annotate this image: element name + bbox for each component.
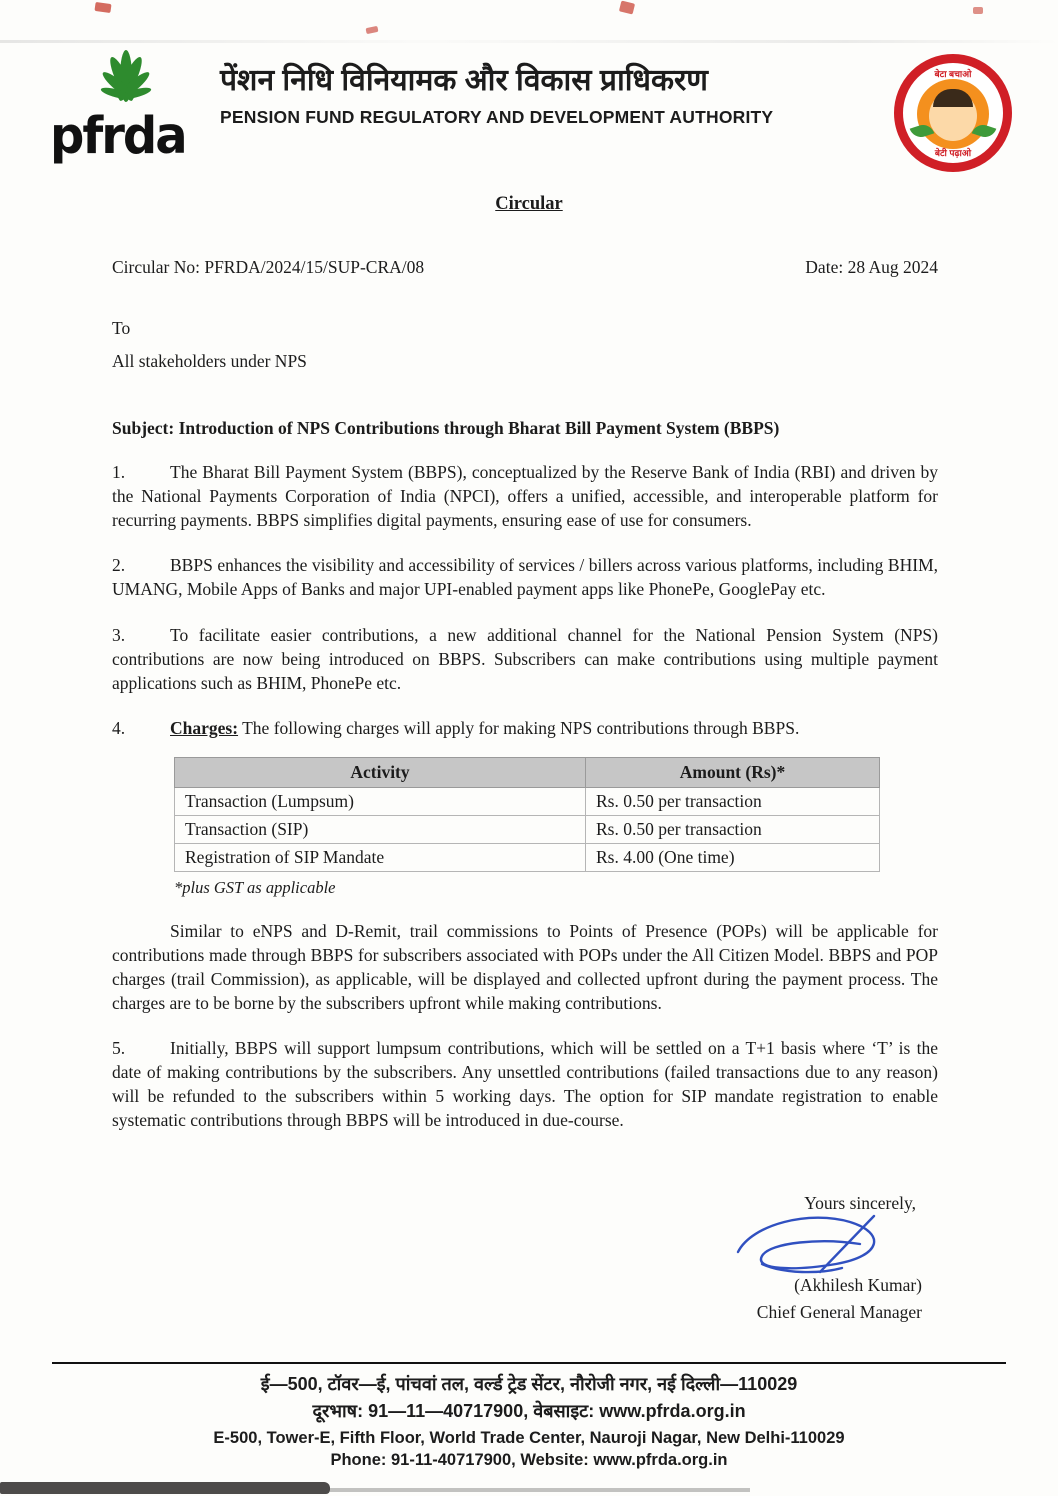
paragraph-number: 1. xyxy=(112,462,126,482)
beti-bachao-beti-padhao-logo xyxy=(894,54,1012,172)
charges-label: Charges: xyxy=(170,718,239,739)
charges-table xyxy=(174,757,880,872)
paragraph-5 xyxy=(112,1037,938,1132)
column-header-activity: Activity xyxy=(175,758,586,788)
signatory-title: Chief General Manager xyxy=(756,1301,922,1322)
footer-contact-english: Phone: 91-11-40717900, Website: www.pfrda.org.in xyxy=(330,1451,728,1469)
paragraph-number: 5. xyxy=(112,1038,126,1059)
table-row xyxy=(175,844,880,872)
paragraph-text: BBPS enhances the visibility and accessibility of services / billers across various platforms, including BHIM, UMANG, Mobile Apps of Banks and major UPI-enabled payment apps like PhonePe, GooglePay etc. xyxy=(112,555,938,600)
paragraph-4-charges xyxy=(112,717,938,741)
letter-body xyxy=(112,257,938,1323)
signature-block xyxy=(112,1193,938,1323)
paragraph-number: 2. xyxy=(112,555,126,576)
paragraph-number: 3. xyxy=(112,624,126,645)
logo-bottom-text: बेटी पढ़ाओ xyxy=(934,148,972,158)
footer-address-block xyxy=(0,1372,1058,1470)
org-titles xyxy=(200,50,894,128)
footer-divider xyxy=(52,1362,1006,1364)
subject-line: Subject: Introduction of NPS Contributions through Bharat Bill Payment System (BBPS) xyxy=(112,418,780,438)
cell-activity: Transaction (Lumpsum) xyxy=(175,788,586,816)
paragraph-text: The following charges will apply for making NPS contributions through BBPS. xyxy=(238,718,800,739)
cell-amount: Rs. 0.50 per transaction xyxy=(586,816,880,844)
paragraph-text: To facilitate easier contributions, a new additional channel for the National Pension System (NPS) contributions are now being introduced on BBPS. Subscribers can make contributions using multiple payment applications such as BHIM, PhonePe etc. xyxy=(112,624,938,693)
document-type-heading xyxy=(0,194,1058,215)
paragraph-number: 4. xyxy=(112,718,126,739)
cell-amount: Rs. 0.50 per transaction xyxy=(586,788,880,816)
circular-date: Date: 28 Aug 2024 xyxy=(805,257,938,277)
cell-activity: Registration of SIP Mandate xyxy=(175,844,586,872)
pfrda-logo-text: pfrda xyxy=(50,106,186,166)
footer-address-english: E-500, Tower-E, Fifth Floor, World Trade Center, Nauroji Nagar, New Delhi-110029 xyxy=(213,1429,845,1447)
footer-contact-hindi: दूरभाष: 91—11—40717900, वेबसाइट: www.pfrda.org.in xyxy=(312,1401,746,1421)
handwritten-signature-icon xyxy=(724,1208,904,1280)
paragraph-trail-commission: Similar to eNPS and D-Remit, trail commissions to Points of Presence (POPs) will be applicable for contributions made through BBPS for subscribers associated with POPs under the All Citizen Model. BBPS and POP charges (trail Commission), as applicable, will be displayed and collected upfront during the payment process. The charges are to be borne by the subscribers upfront while making contributions. xyxy=(112,921,938,1013)
cell-amount: Rs. 4.00 (One time) xyxy=(586,844,880,872)
paragraph-3 xyxy=(112,624,938,695)
paragraph-text: Initially, BBPS will support lumpsum contributions, which will be settled on a T+1 basis where ‘T’ is the date of making contributions by the subscribers. Any unsettled contributions (failed transactions due to any reason) will be refunded to the subscribers within 5 working days. The option for SIP mandate registration to enable systematic contributions through BBPS will be introduced in due-course. xyxy=(112,1038,938,1130)
org-name-english: PENSION FUND REGULATORY AND DEVELOPMENT AUTHORITY xyxy=(220,106,774,127)
paragraph-text: The Bharat Bill Payment System (BBPS), conceptualized by the Reserve Bank of India (RBI) and driven by the National Payments Corporation of India (NPCI), offers a unified, accessible, and interoperable platform for recurring payments. BBPS simplifies digital payments, ensuring ease of use for consumers. xyxy=(112,462,938,530)
closing-line: Yours sincerely, xyxy=(804,1192,916,1213)
paragraph-2 xyxy=(112,554,938,602)
column-header-amount: Amount (Rs)* xyxy=(586,758,880,788)
paragraph-1 xyxy=(112,461,938,532)
scan-artifact-dark-bar xyxy=(0,1482,330,1494)
pfrda-logo xyxy=(50,50,200,180)
footer-address-hindi: ई—500, टॉवर—ई, पांचवां तल, वर्ल्ड ट्रेड सेंटर, नौरोजी नगर, नई दिल्ली—110029 xyxy=(260,1374,798,1394)
to-label: To xyxy=(112,318,131,338)
logo-top-text: बेटा बचाओ xyxy=(934,69,972,79)
table-row xyxy=(175,816,880,844)
letterhead xyxy=(0,0,1058,180)
org-name-hindi: पेंशन निधि विनियामक और विकास प्राधिकरण xyxy=(220,64,708,97)
signatory-name: (Akhilesh Kumar) xyxy=(794,1274,922,1295)
table-row xyxy=(175,788,880,816)
scan-artifact-dark-bar xyxy=(330,1488,750,1492)
document-type-text: Circular xyxy=(495,194,563,214)
meta-row xyxy=(112,257,938,278)
table-footnote: *plus GST as applicable xyxy=(174,878,336,898)
table-header-row xyxy=(175,758,880,788)
cell-activity: Transaction (SIP) xyxy=(175,816,586,844)
addressee-line: All stakeholders under NPS xyxy=(112,351,307,371)
circular-number: Circular No: PFRDA/2024/15/SUP-CRA/08 xyxy=(112,257,425,277)
